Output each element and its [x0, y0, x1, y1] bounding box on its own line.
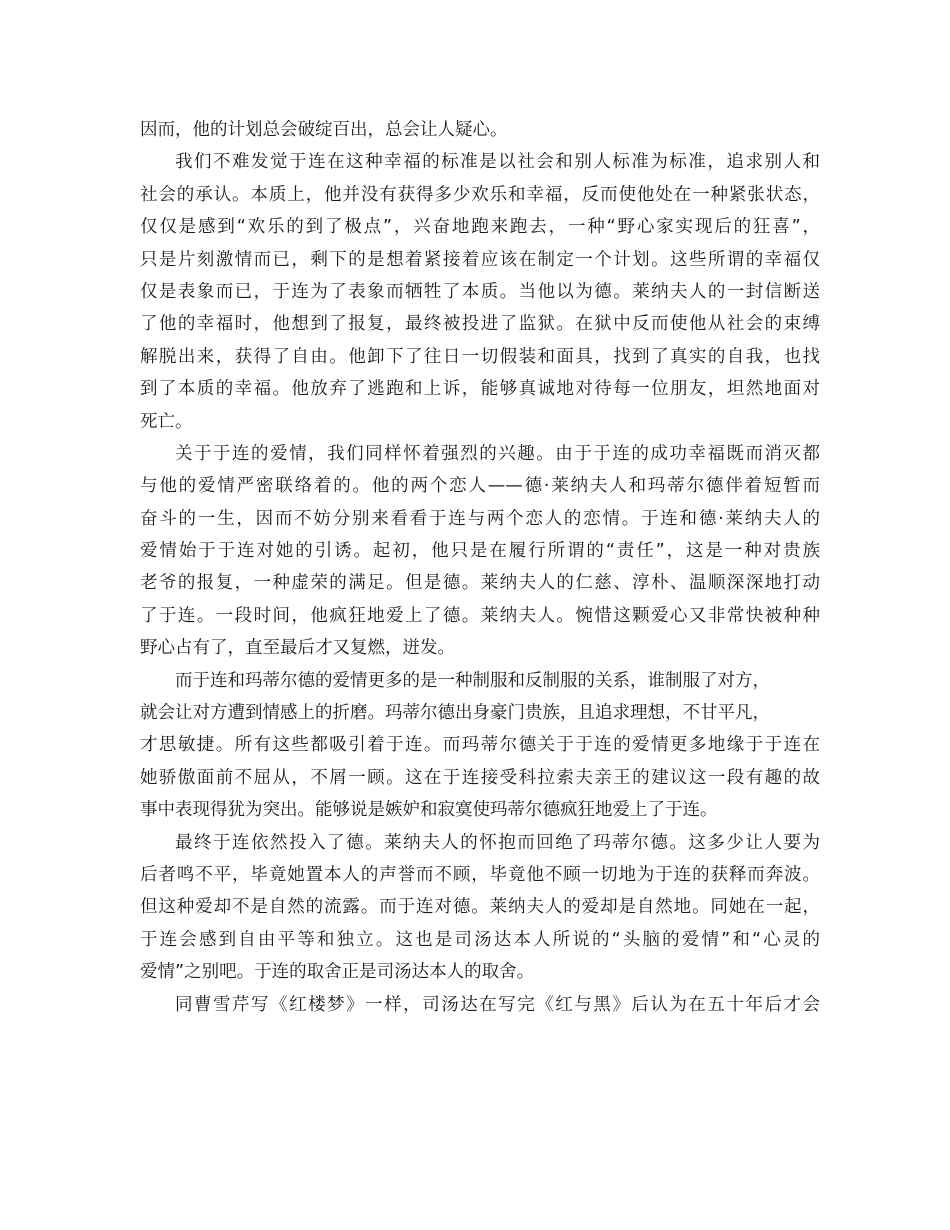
- text-line: 到了本质的幸福。他放弃了逃跑和上诉，能够真诚地对待每一位朋友，坦然地面对: [140, 379, 820, 400]
- paragraph: [140, 438, 820, 665]
- text-line: 我们不难发觉于连在这种幸福的标准是以社会和别人标准为标准，追求别人和: [175, 152, 820, 173]
- text-line: 同曹雪芹写《红楼梦》一样，司汤达在写完《红与黑》后认为在五十年后才会: [175, 994, 820, 1015]
- text-line: 仅是表象而已，于连为了表象而牺牲了本质。当他以为德。莱纳夫人的一封信断送: [140, 281, 820, 302]
- text-line: 解脱出来，获得了自由。他卸下了往日一切假装和面具，找到了真实的自我，也找: [140, 346, 820, 367]
- text-line: 而于连和玛蒂尔德的爱情更多的是一种制服和反制服的关系，谁制服了对方，: [175, 670, 770, 691]
- text-line: 才思敏捷。所有这些都吸引着于连。而玛蒂尔德关于于连的爱情更多地缘于于连在: [140, 735, 820, 756]
- text-line: 关于于连的爱情，我们同样怀着强烈的兴趣。由于于连的成功幸福既而消灭都: [175, 443, 820, 464]
- text-line: 爱情”之别吧。于连的取舍正是司汤达本人的取舍。: [140, 962, 535, 983]
- paragraph: [140, 989, 820, 1021]
- text-line: 但这种爱却不是自然的流露。而于连对德。莱纳夫人的爱却是自然地。同她在一起，: [140, 897, 820, 918]
- text-line: 于连会感到自由平等和独立。这也是司汤达本人所说的“头脑的爱情”和“心灵的: [140, 929, 820, 950]
- document-body: [140, 114, 820, 1021]
- paragraph: [140, 146, 820, 438]
- paragraph: [140, 665, 820, 827]
- paragraph: [140, 114, 820, 146]
- text-line: 仅仅是感到“欢乐的到了极点”，兴奋地跑来跑去，一种“野心家实现后的狂喜”，: [140, 217, 820, 238]
- text-line: 社会的承认。本质上，他并没有获得多少欢乐和幸福，反而使他处在一种紧张状态，: [140, 184, 820, 205]
- text-line: 事中表现得犹为突出。能够说是嫉妒和寂寞使玛蒂尔德疯狂地爱上了于连。: [140, 800, 718, 821]
- text-line: 与他的爱情严密联络着的。他的两个恋人——德·莱纳夫人和玛蒂尔德伴着短暂而: [140, 476, 820, 497]
- text-line: 了他的幸福时，他想到了报复，最终被投进了监狱。在狱中反而使他从社会的束缚: [140, 314, 820, 335]
- text-line: 野心占有了，直至最后才又复燃，迸发。: [140, 638, 455, 659]
- text-line: 了于连。一段时间，他疯狂地爱上了德。莱纳夫人。惋惜这颗爱心又非常快被种种: [140, 605, 820, 626]
- text-line: 她骄傲面前不屈从，不屑一顾。这在于连接受科拉索夫亲王的建议这一段有趣的故: [140, 767, 820, 788]
- text-line: 奋斗的一生，因而不妨分别来看看于连与两个恋人的恋情。于连和德·莱纳夫人的: [140, 508, 820, 529]
- paragraph: [140, 827, 820, 989]
- text-line: 最终于连依然投入了德。莱纳夫人的怀抱而回绝了玛蒂尔德。这多少让人要为: [175, 832, 820, 853]
- text-line: 老爷的报复，一种虚荣的满足。但是德。莱纳夫人的仁慈、淳朴、温顺深深地打动: [140, 573, 820, 594]
- text-line: 死亡。: [140, 411, 193, 432]
- text-line: 后者鸣不平，毕竟她置本人的声誉而不顾，毕竟他不顾一切地为于连的获释而奔波。: [140, 864, 820, 885]
- text-line: 只是片刻激情而已，剩下的是想着紧接着应该在制定一个计划。这些所谓的幸福仅: [140, 249, 820, 270]
- text-line: 爱情始于于连对她的引诱。起初，他只是在履行所谓的“责任”，这是一种对贵族: [140, 541, 820, 562]
- text-line: 就会让对方遭到情感上的折磨。玛蒂尔德出身豪门贵族，且追求理想，不甘平凡，: [140, 703, 770, 724]
- text-line: 因而，他的计划总会破绽百出，总会让人疑心。: [140, 120, 508, 140]
